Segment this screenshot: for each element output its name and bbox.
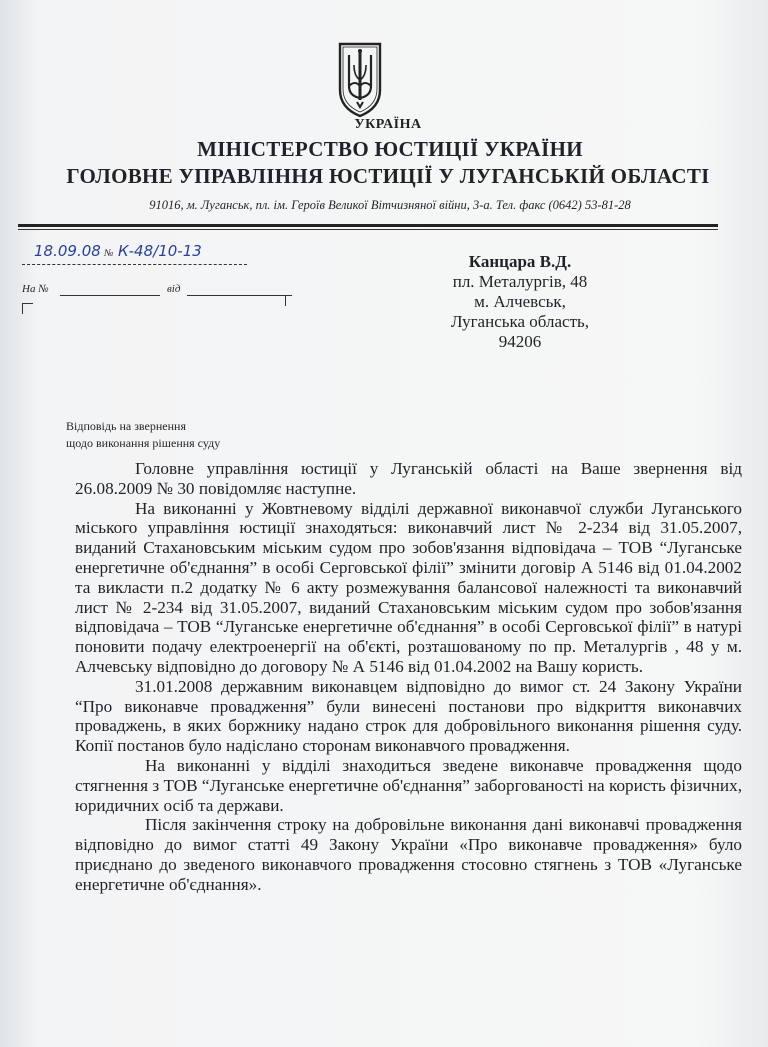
registration-underline bbox=[22, 264, 247, 265]
subject-block bbox=[66, 418, 220, 452]
body-paragraph: 31.01.2008 державним виконавцем відповідно до вимог ст. 24 Закону України “Про виконавче провадження” були винесені постанови про відкриття виконавчих проваджень, в яких боржнику надано строк для добровільного виконання рішення суду. Копії постанов було надіслано сторонам виконавчого провадження. bbox=[75, 676, 742, 756]
body-paragraph: На виконанні у Жовтневому відділі державної виконавчої служби Луганського міського управління юстиції знаходяться: виконавчий лист № 2-234 від 31.05.2007, виданий Стахановським міським судом про зобов'язання відповідача – ТОВ “Луганське енергетичне об'єднання” в особі Серговської філії” змінити договір А 5146 від 01.04.2002 та викласти п.2 додатку № 6 акту розмежування балансової належності та виконавчий лист № 2-234 від 31.05.2007, виданий Стахановським міським судом про зобов'язання відповідача – ТОВ “Луганське енергетичне об'єднання” в особі Серговської філії” в натурі поновити подачу електроенергії на об'єкті, розташованому по пр. Металургів , 48 у м. Алчевську відповідно до договору № А 5146 від 01.04.2002 на Вашу користь. bbox=[75, 498, 742, 676]
letterhead-divider bbox=[18, 224, 718, 227]
outgoing-number: К-48/10-13 bbox=[118, 242, 202, 260]
country-title: УКРАЇНА bbox=[354, 117, 422, 132]
reference-number-label: На № bbox=[22, 283, 49, 295]
letterhead-address: 91016, м. Луганськ, пл. ім. Героїв Великої Вітчизняної війни, 3-а. Тел. факс (0642) 53-81-28 bbox=[149, 198, 631, 212]
letterhead-divider-thin bbox=[18, 229, 718, 230]
body-paragraph: Після закінчення строку на добровільне виконання дані виконавчі провадження відповідно до вимог статті 49 Закону України «Про виконавче провадження» було приєднано до зведеного виконавчого провадження стосовно стягнень з ТОВ «Луганське енергетичне об'єднання». bbox=[75, 815, 742, 894]
reference-line bbox=[22, 283, 292, 299]
body-paragraph: На виконанні у відділі знаходиться зведене виконавче провадження щодо стягнення з ТОВ “Луганське енергетичне об'єднання” заборгованості на користь фізичних, юридичних осіб та держави. bbox=[75, 755, 742, 815]
recipient-street: пл. Металургів, 48 bbox=[452, 272, 588, 291]
body-paragraph: Головне управління юстиції у Луганській області на Ваше звернення від 26.08.2009 № 30 повідомляє наступне. bbox=[75, 459, 742, 498]
ministry-title: МІНІСТЕРСТВО ЮСТИЦІЇ УКРАЇНИ bbox=[197, 137, 583, 161]
department-title: ГОЛОВНЕ УПРАВЛІННЯ ЮСТИЦІЇ У ЛУГАНСЬКІЙ ОБЛАСТІ bbox=[66, 164, 710, 188]
recipient-region: Луганська область, bbox=[450, 312, 590, 331]
reference-date-label: від bbox=[167, 283, 181, 295]
outgoing-date: 18.09.08 bbox=[34, 242, 101, 260]
recipient-postcode: 94206 bbox=[498, 332, 542, 351]
registration-line bbox=[22, 242, 242, 264]
recipient-name: Канцара В.Д. bbox=[468, 252, 572, 271]
trident-coat-of-arms-icon bbox=[337, 40, 383, 118]
subject-line: щодо виконання рішення суду bbox=[66, 436, 221, 450]
reference-number-blank bbox=[60, 295, 160, 296]
recipient-city: м. Алчевськ, bbox=[474, 292, 566, 311]
margin-corner-mark bbox=[275, 295, 286, 306]
recipient-block bbox=[400, 252, 640, 352]
margin-corner-mark bbox=[22, 303, 33, 314]
subject-line: Відповідь на звернення bbox=[66, 419, 186, 433]
letter-body bbox=[75, 459, 742, 895]
number-sign: № bbox=[104, 248, 114, 259]
